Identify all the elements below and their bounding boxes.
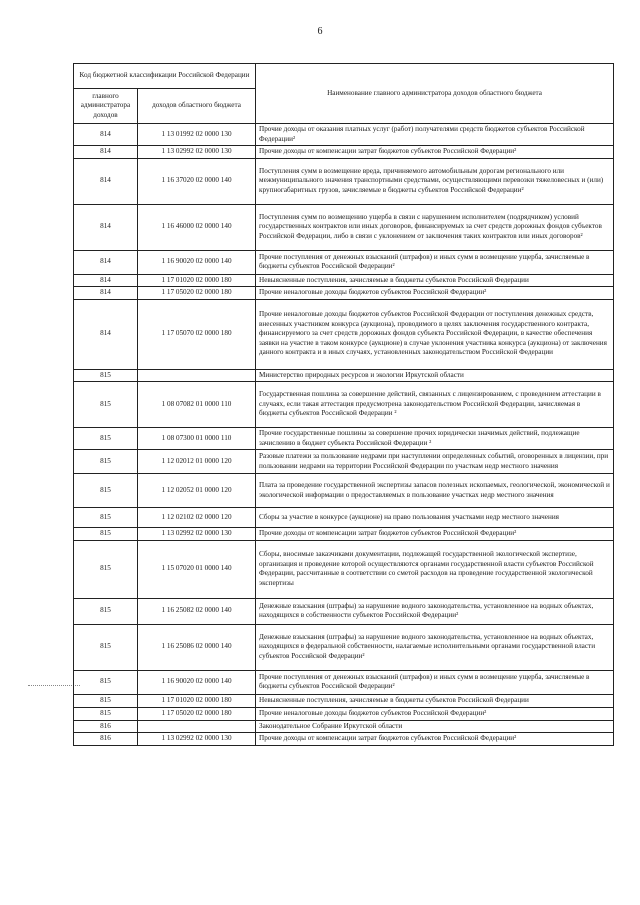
section-row [74,720,614,733]
income-name-cell: Сборы, вносимые заказчиками документации, подлежащей государственной экологической экспертизе, организация и проведение которой осуществляются органами государственной власти субъектов Российской Федерации, рассчитанные в соответствии со сметой расходов на проведение государственной экологической экспертизы [256,540,614,598]
header-income-code: доходов областного бюджета [138,89,256,124]
admin-code-cell: 814 [74,287,138,300]
admin-code-cell: 815 [74,474,138,508]
income-code-cell [138,720,256,733]
income-name-cell: Поступления сумм в возмещение вреда, причиняемого автомобильным дорогам регионального или межмуниципального значения транспортными средствами, осуществляющими перевозки тяжеловесных и (или) крупногабаритных грузов, зачисляемые в бюджеты субъектов Российской Федерации² [256,158,614,204]
income-name-cell: Законодательное Собрание Иркутской области [256,720,614,733]
admin-code-cell: 815 [74,369,138,382]
table-row [74,540,614,598]
table-row [74,450,614,474]
header-budget-code-group: Код бюджетной классификации Российской Федерации [74,64,256,89]
admin-code-cell: 815 [74,528,138,541]
header-admin-code: главного администратора доходов [74,89,138,124]
income-name-cell: Прочие доходы от компенсации затрат бюджетов субъектов Российской Федерации² [256,146,614,159]
admin-code-cell: 814 [74,274,138,287]
income-name-cell: Поступления сумм по возмещению ущерба в связи с нарушением исполнителем (подрядчиком) условий государственных контрактов или иных договоров, финансируемых за счет средств дорожных фондов субъектов Российской Федерации, либо в связи с уклонением от заключения таких контрактов или иных договоров² [256,204,614,250]
income-name-cell: Прочие неналоговые доходы бюджетов субъектов Российской Федерации² [256,707,614,720]
admin-code-cell: 815 [74,707,138,720]
income-name-cell: Прочие неналоговые доходы бюджетов субъектов Российской Федерации² [256,287,614,300]
table-row [74,382,614,428]
table-row [74,474,614,508]
income-code-cell: 1 16 90020 02 0000 140 [138,250,256,274]
table-row [74,598,614,624]
income-code-cell: 1 13 02992 02 0000 130 [138,528,256,541]
income-name-cell: Прочие неналоговые доходы бюджетов субъектов Российской Федерации от поступления денежных средств, внесенных участником конкурса (аукциона), проводимого в целях заключения государственного контракта, финансируемого за счет средств дорожных фондов субъекта Российской Федерации, в качестве обеспечения заявки на участие в таком конкурсе (аукционе) в случае уклонения участника конкурса (аукциона) от заключения данного контракта и в иных случаях, установленных законодательством Российской Федерации [256,299,614,369]
income-code-cell: 1 13 02992 02 0000 130 [138,146,256,159]
table-row [74,146,614,159]
income-code-cell: 1 12 02102 02 0000 120 [138,508,256,528]
admin-code-cell: 816 [74,720,138,733]
admin-code-cell: 815 [74,540,138,598]
admin-code-cell: 814 [74,158,138,204]
table-row [74,624,614,670]
income-code-cell: 1 16 25086 02 0000 140 [138,624,256,670]
income-code-cell: 1 16 46000 02 0000 140 [138,204,256,250]
income-code-cell: 1 16 25082 02 0000 140 [138,598,256,624]
admin-code-cell: 815 [74,428,138,450]
admin-code-cell: 815 [74,598,138,624]
admin-code-cell: 814 [74,204,138,250]
income-name-cell: Денежные взыскания (штрафы) за нарушение водного законодательства, установленное на водных объектах, находящихся в собственности субъектов Российской Федерации² [256,598,614,624]
admin-code-cell: 815 [74,382,138,428]
income-name-cell: Плата за проведение государственной экспертизы запасов полезных ископаемых, геологической, экономической и экологической информации о предоставляемых в пользование участках недр местного значения [256,474,614,508]
income-name-cell: Министерство природных ресурсов и экологии Иркутской области [256,369,614,382]
income-code-cell: 1 15 07020 01 0000 140 [138,540,256,598]
section-row [74,369,614,382]
table-row [74,428,614,450]
admin-code-cell: 814 [74,146,138,159]
table-body [74,124,614,746]
income-code-cell: 1 17 01020 02 0000 180 [138,694,256,707]
income-name-cell: Прочие государственные пошлины за совершение прочих юридически значимых действий, подлежащие зачислению в бюджет субъекта Российской Федерации ² [256,428,614,450]
page-number: 6 [317,26,323,37]
table-row [74,287,614,300]
table-row [74,274,614,287]
table-row [74,124,614,146]
table-row [74,670,614,694]
income-name-cell: Денежные взыскания (штрафы) за нарушение водного законодательства, установленное на водных объектах, находящихся в федеральной собственности, налагаемые исполнительными органами государственной власти субъектов Российской Федерации² [256,624,614,670]
income-code-cell: 1 16 37020 02 0000 140 [138,158,256,204]
admin-code-cell: 815 [74,694,138,707]
table-row [74,158,614,204]
income-code-cell: 1 08 07300 01 0000 110 [138,428,256,450]
income-name-cell: Прочие поступления от денежных взысканий (штрафов) и иных сумм в возмещение ущерба, зачисляемые в бюджеты субъектов Российской Федерации² [256,250,614,274]
income-code-cell: 1 17 05020 02 0000 180 [138,707,256,720]
income-name-cell: Невыясненные поступления, зачисляемые в бюджеты субъектов Российской Федерации [256,694,614,707]
income-name-cell: Государственная пошлина за совершение действий, связанных с лицензированием, с проведением аттестации в случаях, если такая аттестация предусмотрена законодательством Российской Федерации, зачисляемая в бюджеты субъектов Российской Федерации ² [256,382,614,428]
table-row [74,299,614,369]
table-row [74,508,614,528]
admin-code-cell: 815 [74,450,138,474]
table-row [74,733,614,746]
header-administrator-name: Наименование главного администратора доходов областного бюджета [256,64,614,124]
admin-code-cell: 816 [74,733,138,746]
income-name-cell: Прочие поступления от денежных взысканий (штрафов) и иных сумм в возмещение ущерба, зачисляемые в бюджеты субъектов Российской Федерации² [256,670,614,694]
income-code-cell: 1 08 07082 01 0000 110 [138,382,256,428]
income-code-cell: 1 13 02992 02 0000 130 [138,733,256,746]
admin-code-cell: 815 [74,508,138,528]
admin-code-cell: 814 [74,299,138,369]
admin-code-cell: 815 [74,624,138,670]
admin-code-cell: 815 [74,670,138,694]
income-code-cell: 1 12 02012 01 0000 120 [138,450,256,474]
income-name-cell: Прочие доходы от компенсации затрат бюджетов субъектов Российской Федерации² [256,528,614,541]
income-name-cell: Сборы за участие в конкурсе (аукционе) на право пользования участками недр местного значения [256,508,614,528]
income-code-cell: 1 17 05070 02 0000 180 [138,299,256,369]
income-code-cell: 1 13 01992 02 0000 130 [138,124,256,146]
income-name-cell: Прочие доходы от компенсации затрат бюджетов субъектов Российской Федерации² [256,733,614,746]
income-code-cell: 1 17 01020 02 0000 180 [138,274,256,287]
table-row [74,528,614,541]
table-row [74,250,614,274]
income-name-cell: Прочие доходы от оказания платных услуг (работ) получателями средств бюджетов субъектов Российской Федерации² [256,124,614,146]
income-code-cell: 1 16 90020 02 0000 140 [138,670,256,694]
table-row [74,707,614,720]
table-row [74,694,614,707]
income-name-cell: Разовые платежи за пользование недрами при наступлении определенных событий, оговоренных в лицензии, при пользовании недрами на территории Российской Федерации по участкам недр местного значения [256,450,614,474]
income-code-cell: 1 17 05020 02 0000 180 [138,287,256,300]
income-code-cell: 1 12 02052 01 0000 120 [138,474,256,508]
admin-code-cell: 814 [74,250,138,274]
income-code-cell [138,369,256,382]
table-row [74,204,614,250]
admin-code-cell: 814 [74,124,138,146]
budget-classification-table [73,63,614,746]
income-name-cell: Невыясненные поступления, зачисляемые в бюджеты субъектов Российской Федерации [256,274,614,287]
